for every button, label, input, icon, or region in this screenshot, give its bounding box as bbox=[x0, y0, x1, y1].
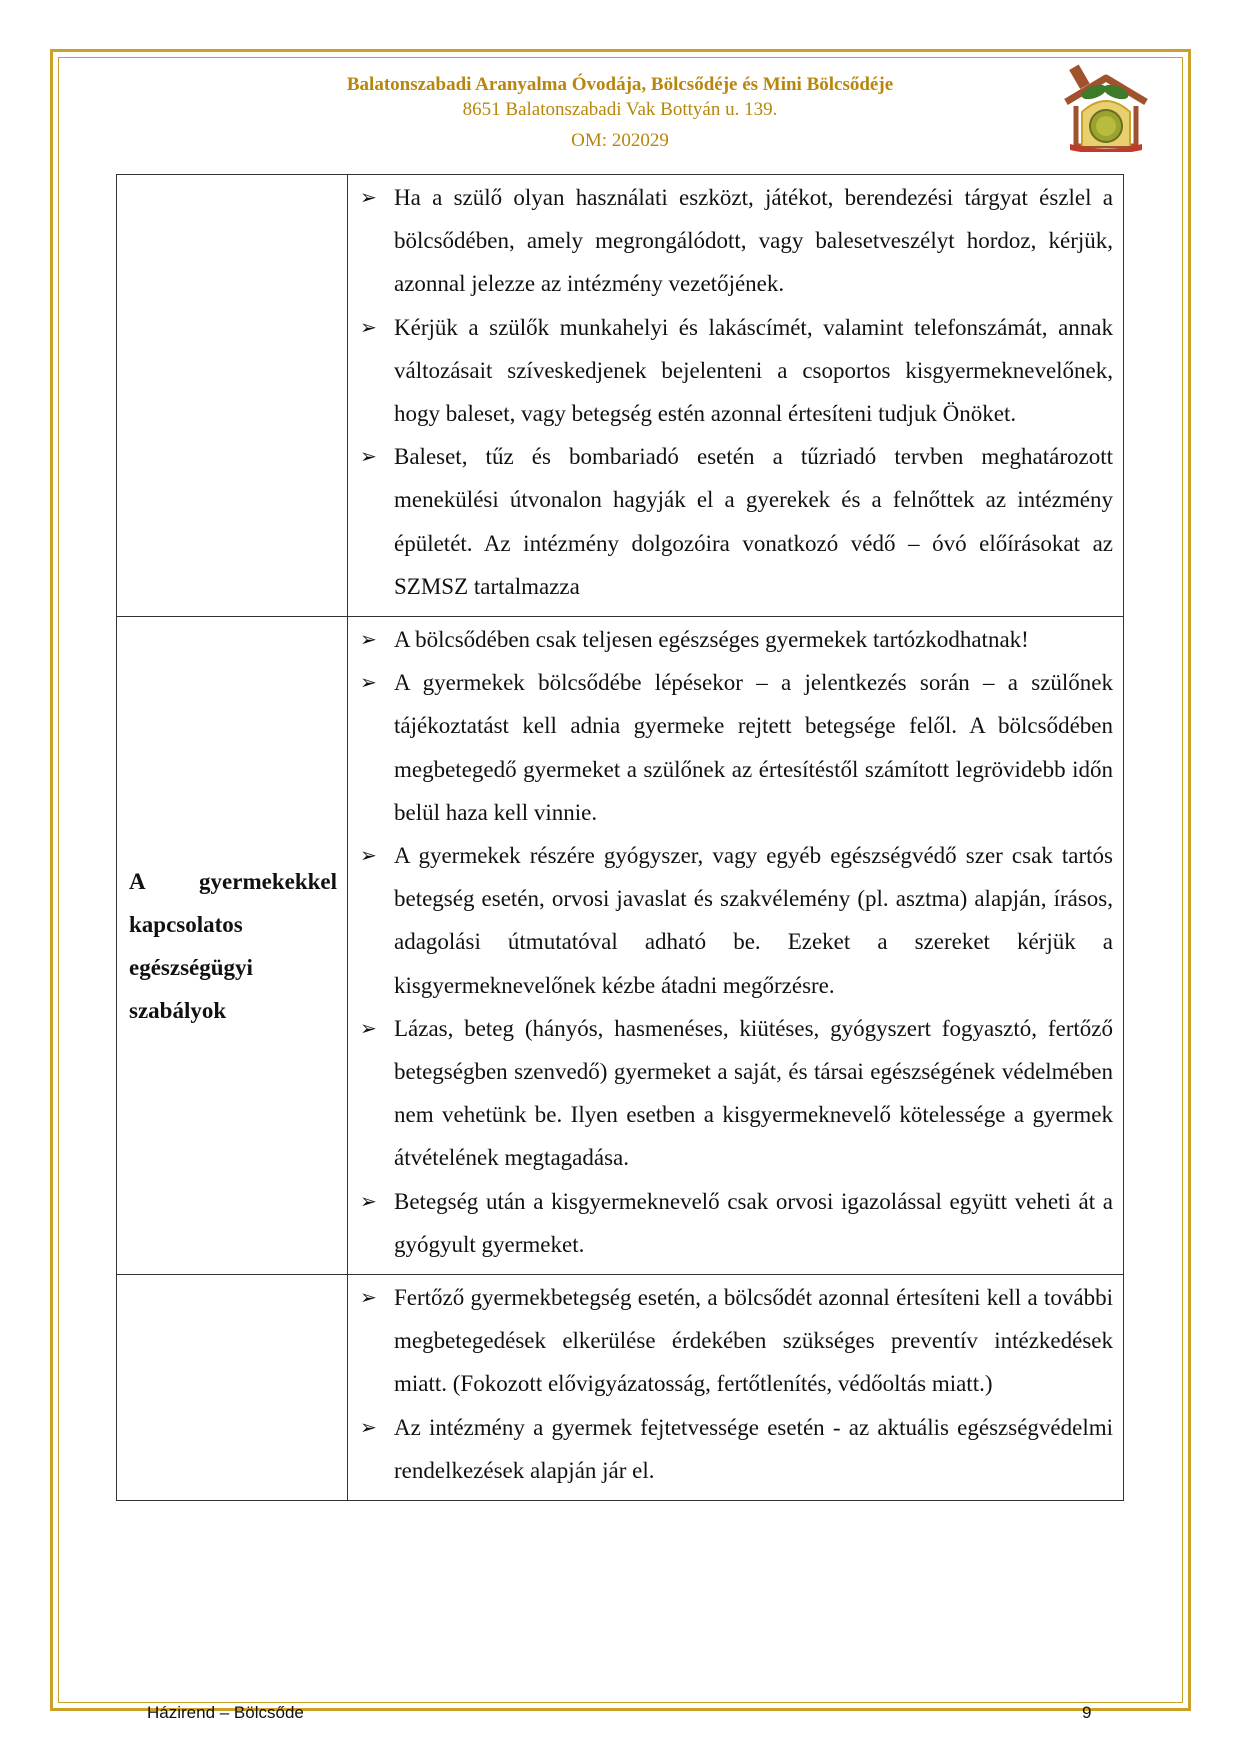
rule-text: Ha a szülő olyan használati eszközt, játékot, berendezési tárgyat észlel a bölcsődében, amely megrongálódott, vagy balesetveszélyt hordoz, kérjük, azonnal jelezze az intézmény vezetőjének. bbox=[394, 185, 1113, 297]
list-item bbox=[356, 1180, 1113, 1266]
list-item bbox=[356, 1406, 1113, 1492]
document-header bbox=[120, 72, 1120, 153]
list-item bbox=[356, 661, 1113, 834]
footer-document-title: Házirend – Bölcsőde bbox=[147, 1703, 304, 1722]
golden-apple-house-logo-icon bbox=[1060, 62, 1152, 152]
rule-text: Betegség után a kisgyermeknevelő csak orvosi igazolással együtt veheti át a gyógyult gyermeket. bbox=[394, 1188, 1113, 1257]
table-row bbox=[117, 617, 1124, 1275]
list-item bbox=[356, 1007, 1113, 1180]
rule-list bbox=[356, 176, 1113, 608]
institution-address: 8651 Balatonszabadi Vak Bottyán u. 139. bbox=[462, 99, 778, 120]
arrowhead-bullet-icon: ➢ bbox=[360, 627, 377, 652]
list-item bbox=[356, 834, 1113, 1007]
arrowhead-bullet-icon: ➢ bbox=[360, 444, 377, 469]
arrowhead-bullet-icon: ➢ bbox=[360, 1015, 377, 1040]
rule-text: Az intézmény a gyermek fejtetvessége esetén - az aktuális egészségvédelmi rendelkezések alapján jár el. bbox=[394, 1414, 1113, 1483]
rule-text: A gyermekek bölcsődébe lépésekor – a jelentkezés során – a szülőnek tájékoztatást kell adnia gyermeke rejtett betegsége felől. A bölcsődében megbetegedő gyermeket a szülőnek az értesítéstől számított legrövidebb időn belül haza kell vinnie. bbox=[394, 670, 1113, 825]
row-content-cell bbox=[348, 1275, 1124, 1501]
row-content-cell bbox=[348, 175, 1124, 617]
arrowhead-bullet-icon: ➢ bbox=[360, 1285, 377, 1310]
row-label-cell bbox=[117, 1275, 348, 1501]
arrowhead-bullet-icon: ➢ bbox=[360, 1414, 377, 1439]
rule-text: Fertőző gyermekbetegség esetén, a bölcsődét azonnal értesíteni kell a további megbetegedések elkerülése érdekében szükséges preventív intézkedések miatt. (Fokozott elővigyázatosság, fertőtlenítés, védőoltás miatt.) bbox=[394, 1285, 1113, 1397]
list-item bbox=[356, 1276, 1113, 1406]
arrowhead-bullet-icon: ➢ bbox=[360, 670, 377, 695]
list-item bbox=[356, 306, 1113, 436]
footer-page-number: 9 bbox=[1082, 1703, 1092, 1722]
row-content-cell bbox=[348, 617, 1124, 1275]
row-label: A gyermekekkel kapcsolatos egészségügyi szabályok bbox=[129, 868, 337, 1023]
arrowhead-bullet-icon: ➢ bbox=[360, 185, 377, 209]
table-row bbox=[117, 175, 1124, 617]
rule-text: Baleset, tűz és bombariadó esetén a tűzriadó tervben meghatározott menekülési útvonalon hagyják el a gyerekek és a felnőttek az intézmény épületét. Az intézmény dolgozóira vonatkozó védő – óvó előírásokat az SZMSZ tartalmazza bbox=[394, 444, 1113, 599]
arrowhead-bullet-icon: ➢ bbox=[360, 314, 377, 339]
institution-name: Balatonszabadi Aranyalma Óvodája, Bölcsődéje és Mini Bölcsődéje bbox=[346, 74, 894, 95]
row-label-cell bbox=[117, 175, 348, 617]
rule-text: Kérjük a szülők munkahelyi és lakáscímét, valamint telefonszámát, annak változásait szíveskedjenek bejelenteni a csoportos kisgyermeknevelőnek, hogy baleset, vagy betegség estén azonnal értesíteni tudjuk Önöket. bbox=[394, 314, 1113, 427]
arrowhead-bullet-icon: ➢ bbox=[360, 843, 377, 868]
rules-table bbox=[116, 174, 1124, 1501]
rule-list bbox=[356, 1276, 1113, 1492]
row-label-cell bbox=[117, 617, 348, 1275]
table-row bbox=[117, 1275, 1124, 1501]
list-item bbox=[356, 618, 1113, 661]
rule-text: Lázas, beteg (hányós, hasmenéses, kiütéses, gyógyszert fogyasztó, fertőző betegségben szenvedő) gyermeket a saját, és társai egészségének védelmében nem vehetünk be. Ilyen esetben a kisgyermeknevelő kötelessége a gyermek átvételének megtagadása. bbox=[394, 1015, 1113, 1171]
rule-list bbox=[356, 618, 1113, 1266]
arrowhead-bullet-icon: ➢ bbox=[360, 1188, 377, 1213]
list-item bbox=[356, 176, 1113, 306]
rule-text: A bölcsődében csak teljesen egészséges gyermekek tartózkodhatnak! bbox=[394, 627, 1029, 653]
list-item bbox=[356, 435, 1113, 608]
om-identifier: OM: 202029 bbox=[571, 130, 669, 151]
rule-text: A gyermekek részére gyógyszer, vagy egyéb egészségvédő szer csak tartós betegség esetén, orvosi javaslat és szakvélemény (pl. asztma) alapján, írásos, adagolási útmutatóval adható be. Ezeket a szereket kérjük a kisgyermeknevelőnek kézbe átadni megőrzésre. bbox=[394, 843, 1113, 998]
